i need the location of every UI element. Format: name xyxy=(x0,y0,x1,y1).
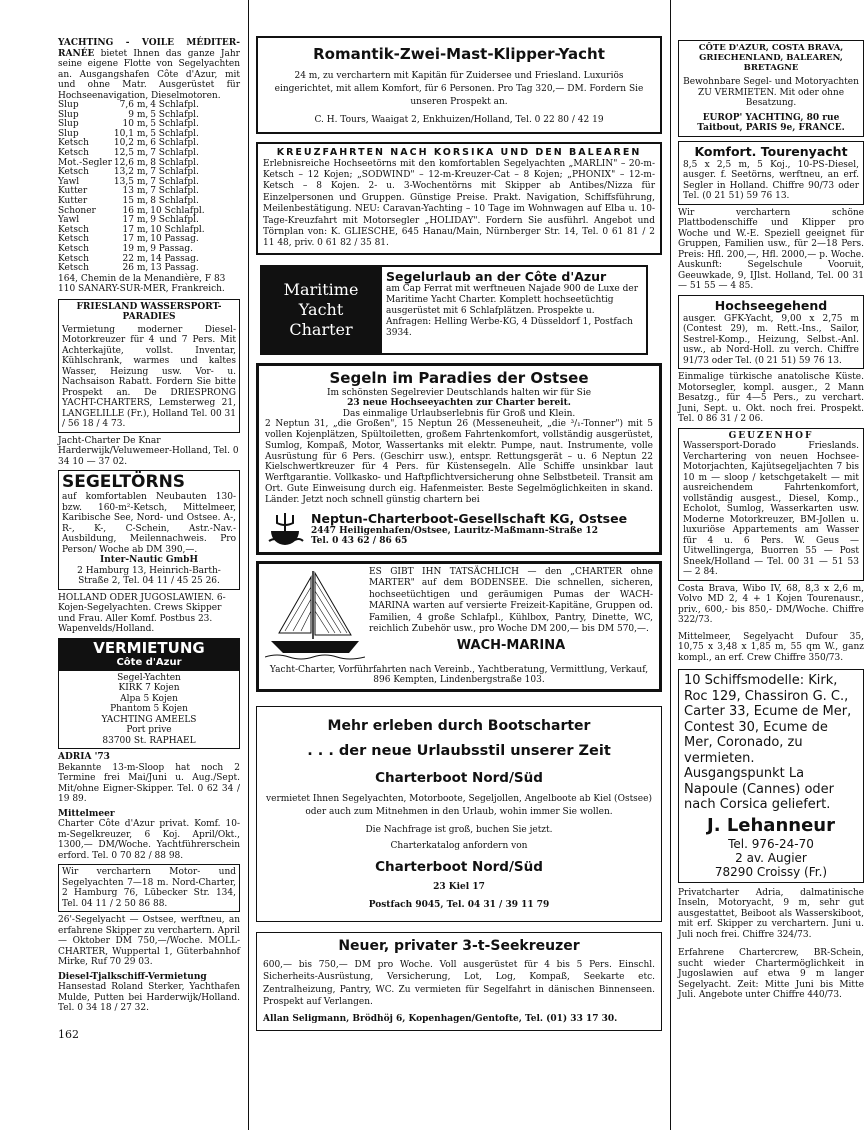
yacht-berths: 10 Schlafpl. xyxy=(150,205,205,216)
ad-body: Vermietung moderner Diesel-Motorkreuzer für 4 und 7 Pers. Mit Achterkajüte, vollst. Inventar, Kühlschrank, warmes und kaltes Wasser, Heizung usw. Vor- u. Nachsaison Rabatt. Fordern Sie bitte Prospekt an. De DRIESPRONG YACHT-CHARTERS, Lemsterweg 21, LANGELILLE (Fr.), Holland Tel. 00 31 / 56 18 / 4 73. xyxy=(62,324,236,430)
ad-phone: Tel. 976-24-70 xyxy=(728,836,814,851)
ad-line: Segel-Yachten xyxy=(117,672,181,683)
yacht-length: 10,2 m, xyxy=(113,138,149,149)
ad-charterboot-nordsued xyxy=(256,706,662,922)
ad-body: bietet Ihnen das ganze Jahr seine eigene Flotte von Segelyachten an. Ausgangshafen Côte d'Azur, mit und ohne Matr. Ausgerüstet für Hochseenavigation, Dieselmotoren. xyxy=(58,48,240,101)
ad-headline: . . . der neue Urlaubsstil unserer Zeit xyxy=(307,742,611,759)
ad-title: GEUZENHOF xyxy=(728,430,814,441)
ad-body: ausger. GFK-Yacht, 9,00 x 2,75 m (Contest 29), m. Rett.-Ins., Sailor, Sestrel-Komp., Heizung, Selbst.-Anl. usw., ab Nord-Holl. zu verch. Chiffre 91/73 oder Tel. (0 21 51) 59 76 13. xyxy=(683,313,859,366)
ad-company: Inter-Nautic GmbH xyxy=(100,555,198,566)
yacht-type: Ketsch xyxy=(58,253,89,264)
ad-lead: Im schönsten Segelrevier Deutschlands halten wir für Sie xyxy=(326,387,592,398)
yacht-type: Kutter xyxy=(58,186,88,197)
yacht-type: Mot.-Segler xyxy=(58,157,112,168)
ad-line: 83700 St. RAPHAEL xyxy=(102,735,196,746)
ad-title: YACHTING - VOILE MÉDITER-RANÉE xyxy=(58,38,240,59)
yacht-berths: 5 Schlafpl. xyxy=(150,109,199,120)
ad-adria73 xyxy=(58,752,240,805)
ad-body: Wir verchartern Motor- und Segelyachten 7—18 m. Nord-Charter, 2 Hamburg 76, Lübecker Str. 134, Tel. 04 11 / 2 50 86 88. xyxy=(62,867,236,909)
ad-jacht-knar: Jacht-Charter De Knar Harderwijk/Veluwemeer-Holland, Tel. 0 34 10 — 37 02. xyxy=(58,435,239,467)
yacht-length: 13,2 m, xyxy=(113,167,149,178)
yacht-length: 17 m, xyxy=(122,234,149,245)
ad-title: Mittelmeer xyxy=(58,808,115,819)
logo-line: Yacht xyxy=(298,299,344,319)
yacht-type: Ketsch xyxy=(58,243,89,254)
ad-romantik xyxy=(256,36,662,134)
ad-lehanneur xyxy=(678,669,864,883)
middle-column-divider xyxy=(670,0,671,1130)
logo-line: Maritime xyxy=(283,279,359,299)
maritime-logo xyxy=(260,265,382,355)
ad-yachting-voile xyxy=(58,38,240,295)
yacht-berths: 6 Schlafpl. xyxy=(150,138,199,149)
ad-kreuzfahrten xyxy=(256,142,662,255)
yacht-berths: 10 Schlafpl. xyxy=(150,224,205,235)
ad-lead: Das einmalige Urlaubserlebnis für Groß und Klein. xyxy=(342,408,576,419)
ad-friesland xyxy=(58,299,240,433)
ad-moll-charter: 26'-Segelyacht — Ostsee, werftneu, an erfahrene Skipper zu verchartern. April — Oktober DM 750,—/Woche. MOLL-CHARTER, Wuppertal 1, Güterbahnhof Mirke, Ruf 70 29 03. xyxy=(58,915,240,968)
ad-body: Bewohnbare Segel- und Motoryachten ZU VERMIETEN. Mit oder ohne Besatzung. xyxy=(683,77,859,108)
ad-title: CÔTE D'AZUR, COSTA BRAVA, GRIECHENLAND, BALEAREN, BRETAGNE xyxy=(698,43,844,73)
yacht-length: 17 m, xyxy=(122,224,149,235)
yacht-type: Ketsch xyxy=(58,167,89,178)
ad-body: 600,— bis 750,— DM pro Woche. Voll ausgerüstet für 4 bis 5 Pers. Einschl. Sicherheits-Ausrüstung, Versicherung, Lot, Log, Kompaß, Seekarte etc. Zentralheizung, Pantry, WC. Zu vermieten für Segelfahrt in dänischen Binnenseen. Prospekt auf Verlangen. xyxy=(263,959,655,1008)
yacht-length: 7,6 m, xyxy=(119,100,149,110)
ad-costa-brava: Costa Brava, Wibo IV, 68, 8,3 x 2,6 m, Volvo MD 2, 4 + 1 Kojen Tourenausr., priv., 600,- bis 850,- DM/Woche. Chiffre 322/73. xyxy=(678,583,864,625)
ad-body: 24 m, zu verchartern mit Kapitän für Zuidersee und Friesland. Luxuriös eingerichtet, mit allem Komfort, für 6 Personen. Pro Tag 320,— DM. Fordern Sie unseren Prospekt an. xyxy=(274,71,644,107)
ad-body: 8,5 x 2,5 m, 5 Koj., 10-PS-Diesel, ausger. f. Seetörns, werftneu, an erf. Segler in Holland. Chiffre 90/73 oder Tel. (0 21 51) 59 76 13. xyxy=(683,159,859,201)
yacht-berths: 4 Schlafpl. xyxy=(150,100,199,110)
ad-address: 23 Kiel 17 xyxy=(433,881,485,892)
ad-contact: C. H. Tours, Waaigat 2, Enkhuizen/Holland, Tel. 0 22 80 / 42 19 xyxy=(314,115,604,125)
yacht-berths: 13 Passag. xyxy=(150,263,199,274)
ad-title: Romantik-Zwei-Mast-Klipper-Yacht xyxy=(313,45,605,63)
yacht-type: Slup xyxy=(58,128,79,139)
ad-phone: Tel. 0 43 62 / 86 65 xyxy=(311,536,408,547)
ad-line: Die Nachfrage ist groß, buchen Sie jetzt. xyxy=(365,824,553,835)
yacht-type: Ketsch xyxy=(58,234,89,245)
ad-line: KIRK 7 Kojen xyxy=(118,683,180,694)
left-column xyxy=(58,0,240,1040)
ad-lead: 23 neue Hochseeyachten zur Charter bereit. xyxy=(347,398,571,409)
yacht-type: Slup xyxy=(58,100,79,110)
yacht-type: Slup xyxy=(58,109,79,120)
ad-body: Wassersport-Dorado Frieslands. Verchartering von neuen Hochsee-Motorjachten, Kajütsegeljachten 7 bis 10 m — sloop / ketschgetakelt — mit ausreichendem Fahrtenkomfort, vollständig ausgest., Diesel, Komp., Echolot, Sumlog, Wasserkarten usw. Moderne Motorkreuzer, BM-Jollen u. luxuriöse Appartements am Wasser für 4 u. 6 Pers. W. Geus — Uitwellingerga, Buorren 55 — Post Sneek/Holland — Tel. 00 31 — 51 53 — 2 84. xyxy=(683,441,859,577)
ad-holland-jugoslawien: HOLLAND ODER JUGOSLAWIEN. 6-Kojen-Segelyachten. Crews Skipper und Frau. Aller Komf. Postbus 23. Wapenvelds/Holland. xyxy=(58,592,226,635)
ad-body: 2 Neptun 31, „die Großen", 15 Neptun 26 (Messeneuheit, „die ³/₁-Tonner") mit 5 vollen Kojenplätzen, Spültoiletten, großem Fahrtenkomfort, vollständig ausgerüstet, Sumlog, Kompaß, Motor, Wassertanks mit elektr. Pumpe, naut. Instrumente, volle Ausrüstung für 6 Pers. (Geschirr usw.), entspr. Rettungsgerät – u. 6 Neptun 22 Kielschwertkreuzer für 4 Pers. für Küstensegeln. Alle Schiffe unsinkbar laut Werftgarantie. Vollkasko- und Haftpflichtversicherung ohne Selbstbeteil. Transit am Ort. Gute Einweisung durch eig. Hafenmeister. Beste Segelmöglichkeiten in skand. Länder. Jetzt noch schnell günstig chartern bei xyxy=(265,419,653,505)
ad-title: VERMIETUNG xyxy=(93,638,205,657)
yacht-type: Ketsch xyxy=(58,263,89,274)
yacht-berths: 9 Passag. xyxy=(150,243,194,254)
ad-maritime xyxy=(260,265,648,355)
ad-geuzenhof xyxy=(678,428,864,581)
ad-contact: EUROP' YACHTING, 80 rue Taitbout, PARIS 9e, FRANCE. xyxy=(697,112,845,133)
yacht-length: 17 m, xyxy=(122,215,149,226)
ad-hochseegehend xyxy=(678,295,864,370)
ad-line: Phantom 5 Kojen xyxy=(110,704,188,715)
ad-body: vermietet Ihnen Segelyachten, Motorboote, Segeljollen, Angelboote ab Kiel (Ostsee) oder auch zum Mitnehmen in den Urlaub, wohin immer Sie wollen. xyxy=(266,793,652,817)
yacht-type: Ketsch xyxy=(58,224,89,235)
yacht-length: 10,1 m, xyxy=(113,128,149,139)
ad-chartercrew: Erfahrene Chartercrew, BR-Schein, sucht wieder Chartermöglichkeit in Jugoslawien auf etwa 9 m langer Segelyacht. Zeit: Mitte Juni bis Mitte Juli. Angebote unter Chiffre 440/73. xyxy=(678,948,864,1000)
yacht-length: 12,5 m, xyxy=(113,147,149,158)
ad-ostsee xyxy=(256,363,662,555)
yacht-berths: 7 Schlafpl. xyxy=(150,186,199,197)
yacht-length: 9 m, xyxy=(128,109,149,120)
ad-anatolische: Einmalige türkische anatolische Küste. Motorsegler, kompl. ausger., 2 Mann Besatzg., für 4—5 Pers., zu verchart. Juni, Sept. u. Okt. noch frei. Prospekt. Tel. 0 86 31 / 2 06. xyxy=(678,372,864,424)
ad-body: 10 Schiffsmodelle: Kirk, Roc 129, Chassiron G. C., Carter 33, Ecume de Mer, Contest 30, Ecume de Mer, Coronado, zu vermieten. Ausgangspunkt La Napoule (Cannes) oder nach Corsica geliefert. xyxy=(684,673,852,812)
ad-line: Port prive xyxy=(126,725,172,736)
ad-title: ADRIA '73 xyxy=(58,752,110,763)
ad-company: Charterboot Nord/Süd xyxy=(375,858,543,875)
ad-tourenyacht xyxy=(678,141,864,205)
ad-title: WACH-MARINA xyxy=(456,637,566,653)
ad-body: Erlebnisreiche Hochseetörns mit den komfortablen Segelyachten „MARLIN" – 20-m-Ketsch – 12 Kojen; „SODWIND" – 12-m-Kreuzer-Cat – 8 Kojen; „PHONIX" – 12-m-Ketsch – 8 Kojen. 2- u. 3-Wochentörns mit Skipper ab Antibes/Nizza für Einzelpersonen und Gruppen. Günstige Preise. Prakt. Navigation, Schiffsführung, Meilenbestätigung. NEU: Caravan-Yachting – 10 Tage im Wohnwagen auf Elba u. 10-Tage-Kreuzfahrt mit Motorsegler „HOLIDAY". Fordern Sie ausführl. Angebot und Törnplan von: K. GLIESCHE, 645 Hanau/Main, Nürnberger Str. 14, Tel. 0 61 81 / 2 11 48, priv. 0 61 82 / 35 81. xyxy=(263,158,655,249)
ad-body: am Cap Ferrat mit werftneuen Najade 900 de Luxe der Maritime Yacht Charter. Komplett hochseetüchtig ausgerüstet mit 6 Schlafplätzen. Prospekte u. Anfragen: Helling Werbe-KG, 4 Düsseldorf 1, Postfach 3934. xyxy=(386,283,638,338)
yacht-type: Ketsch xyxy=(58,138,89,149)
ad-nord-charter xyxy=(58,864,240,912)
ad-headline: Mehr erleben durch Bootscharter xyxy=(327,717,591,734)
yacht-type: Yawl xyxy=(58,176,80,187)
ad-title: Diesel-Tjalkschiff-Vermietung xyxy=(58,971,207,982)
ad-company: Charterboot Nord/Süd xyxy=(375,769,543,786)
ad-tjalk xyxy=(58,972,240,1014)
ad-title: Neuer, privater 3-t-Seekreuzer xyxy=(338,937,580,954)
yacht-length: 13,5 m, xyxy=(113,176,149,187)
neptun-trident-icon xyxy=(265,509,305,549)
page-number: 162 xyxy=(58,1027,79,1041)
ad-mittelmeer xyxy=(58,809,240,862)
ad-line: YACHTING AMEELS xyxy=(101,714,197,725)
left-column-divider xyxy=(248,0,249,1130)
yacht-type: Kutter xyxy=(58,195,88,206)
yacht-length: 12,6 m, xyxy=(113,157,149,168)
ad-wachmarina xyxy=(256,561,662,692)
ad-address: 164, Chemin de la Menandière, F 83 110 SANARY-SUR-MER, Frankreich. xyxy=(58,273,226,295)
yacht-berths: 5 Schlafpl. xyxy=(150,128,199,139)
yacht-type: Yawl xyxy=(58,215,80,226)
ad-title: Segeln im Paradies der Ostsee xyxy=(329,368,589,387)
yacht-type: Ketsch xyxy=(58,147,89,158)
ad-title: Hochseegehend xyxy=(714,297,828,313)
yacht-berths: 8 Schlafpl. xyxy=(150,195,199,206)
ad-name: J. Lehanneur xyxy=(707,814,835,836)
ad-body: auf komfortablen Neubauten 130- bzw. 160-m²-Ketsch, Mittelmeer, Karibische See, Nord- und Ostsee. A-, R-, K-, C-Schein, Astr.-Nav.-Ausbildung, Meilennachweis. Pro Person/ Woche ab DM 390,—. xyxy=(62,492,236,555)
ad-segeltoerns xyxy=(58,470,240,590)
ad-body: Charter Côte d'Azur privat. Komf. 10-m-Segelkreuzer, 6 Koj. April/Okt., 1300,— DM/Woche. Yachtführerschein erford. Tel. 0 70 82 / 88 98. xyxy=(58,819,240,861)
yacht-berths: 7 Schlafpl. xyxy=(150,147,199,158)
ad-company: Neptun-Charterboot-Gesellschaft KG, Ostsee xyxy=(311,510,628,526)
ad-contact: Allan Seligmann, Brödhöj 6, Kopenhagen/Gentofte, Tel. (01) 33 17 30. xyxy=(263,1013,618,1024)
ad-seekreuzer xyxy=(256,932,662,1032)
ad-address: 2447 Heiligenhafen/Ostsee, Lauritz-Maßmann-Straße 12 xyxy=(311,525,599,536)
yacht-length: 19 m, xyxy=(122,243,149,254)
ad-cote-dazur xyxy=(678,40,864,137)
yacht-berths: 5 Schlafpl. xyxy=(150,119,199,130)
ad-line: Alpa 5 Kojen xyxy=(120,693,178,704)
ad-address: Postfach 9045, Tel. 04 31 / 39 11 79 xyxy=(368,900,550,911)
middle-column xyxy=(256,0,662,1031)
logo-line: Charter xyxy=(289,319,353,339)
ad-body: Bekannte 13-m-Sloop hat noch 2 Termine frei Mai/Juni u. Aug./Sept. Mit/ohne Eigner-Skipper. Tel. 0 62 34 / 19 89. xyxy=(58,762,240,805)
yacht-list xyxy=(58,101,207,274)
ad-body: ES GIBT IHN TATSÄCHLICH — den „CHARTER ohne MARTER" auf dem BODENSEE. Die schnellen, sicheren, hochseetüchtigen und geräumigen Pumas der WACH-MARINA warten auf versierte Freizeit-Kapitäne, Gruppen od. Familien, 4 große Schlafpl., Kühlbox, Pantry, Dinette, WC, reichlich Zubehör usw., pro Woche DM 200,— bis DM 570,—. xyxy=(369,566,653,635)
ad-subtitle: Côte d'Azur xyxy=(116,656,182,668)
yacht-length: 10 m, xyxy=(122,119,149,130)
ad-title: FRIESLAND WASSERSPORT-PARADIES xyxy=(76,301,222,323)
yacht-type: Slup xyxy=(58,119,79,130)
ad-footer: Yacht-Charter, Vorführfahrten nach Vereinb., Yachtberatung, Vermittlung, Verkauf, 896 Kempten, Lindenbergstraße 103. xyxy=(269,664,649,686)
ad-vermietung xyxy=(58,638,240,750)
ad-line: Charterkatalog anfordern von xyxy=(390,841,528,852)
yacht-berths: 7 Schlafpl. xyxy=(150,176,199,187)
yacht-berths: 9 Schlafpl. xyxy=(150,215,199,226)
ad-header-band xyxy=(59,639,239,671)
yacht-length: 22 m, xyxy=(122,253,149,264)
ad-adria-privat: Privatcharter Adria, dalmatinische Inseln, Motoryacht, 9 m, sehr gut ausgestattet, Beiboot als Wasserskiboot, mit erf. Skipper zu verchartern. Juni u. Juli noch frei. Chiffre 324/73. xyxy=(678,887,864,940)
yacht-length: 15 m, xyxy=(122,195,149,206)
ad-body: Hansestad Roland Sterker, Yachthafen Mulde, Putten bei Harderwijk/Holland. Tel. 0 34 18 / 27 32. xyxy=(58,982,240,1014)
ad-address: 2 Hamburg 13, Heinrich-Barth-Straße 2, Tel. 04 11 / 45 25 26. xyxy=(77,565,221,587)
ad-title: Segelurlaub an der Côte d'Azur xyxy=(386,268,607,284)
ad-address: 78290 Croissy (Fr.) xyxy=(714,864,828,879)
yacht-length: 16 m, xyxy=(122,205,149,216)
yacht-berths: 14 Passag. xyxy=(150,253,199,264)
ad-title: Komfort. Tourenyacht xyxy=(694,143,848,159)
ad-address: 2 av. Augier xyxy=(735,850,807,865)
ad-mittelmeer-dufour: Mittelmeer, Segelyacht Dufour 35, 10,75 x 3,48 x 1,85 m, 55 qm W., ganz kompl., an erf. Crew Chiffre 350/73. xyxy=(678,631,864,663)
yacht-length: 13 m, xyxy=(122,186,149,197)
yacht-berths: 7 Schlafpl. xyxy=(150,167,199,178)
yacht-berths: 10 Passag. xyxy=(150,234,199,245)
right-column xyxy=(678,0,864,1001)
ad-plattboden: Wir verchartern schöne Plattbodenschiffe und Klipper pro Woche und W.-E. Speziell geeignet für Gruppen, Familien usw., für 2—18 Pers. Preis: Hfl. 200,—, Hfl. 2000,— p. Woche. Auskunft: Segelschule Vooruit, Geeuwkade, 9, IJlst. Holland, Tel. 00 31 — 51 55 — 4 85. xyxy=(678,207,864,291)
sailboat-icon xyxy=(265,567,365,663)
ad-title: SEGELTÖRNS xyxy=(62,472,186,493)
yacht-row xyxy=(58,264,207,274)
ad-title: KREUZFAHRTEN NACH KORSIKA UND DEN BALEAREN xyxy=(276,146,642,158)
yacht-length: 26 m, xyxy=(122,263,149,274)
yacht-berths: 8 Schlafpl. xyxy=(150,157,199,168)
yacht-type: Schoner xyxy=(58,205,96,216)
